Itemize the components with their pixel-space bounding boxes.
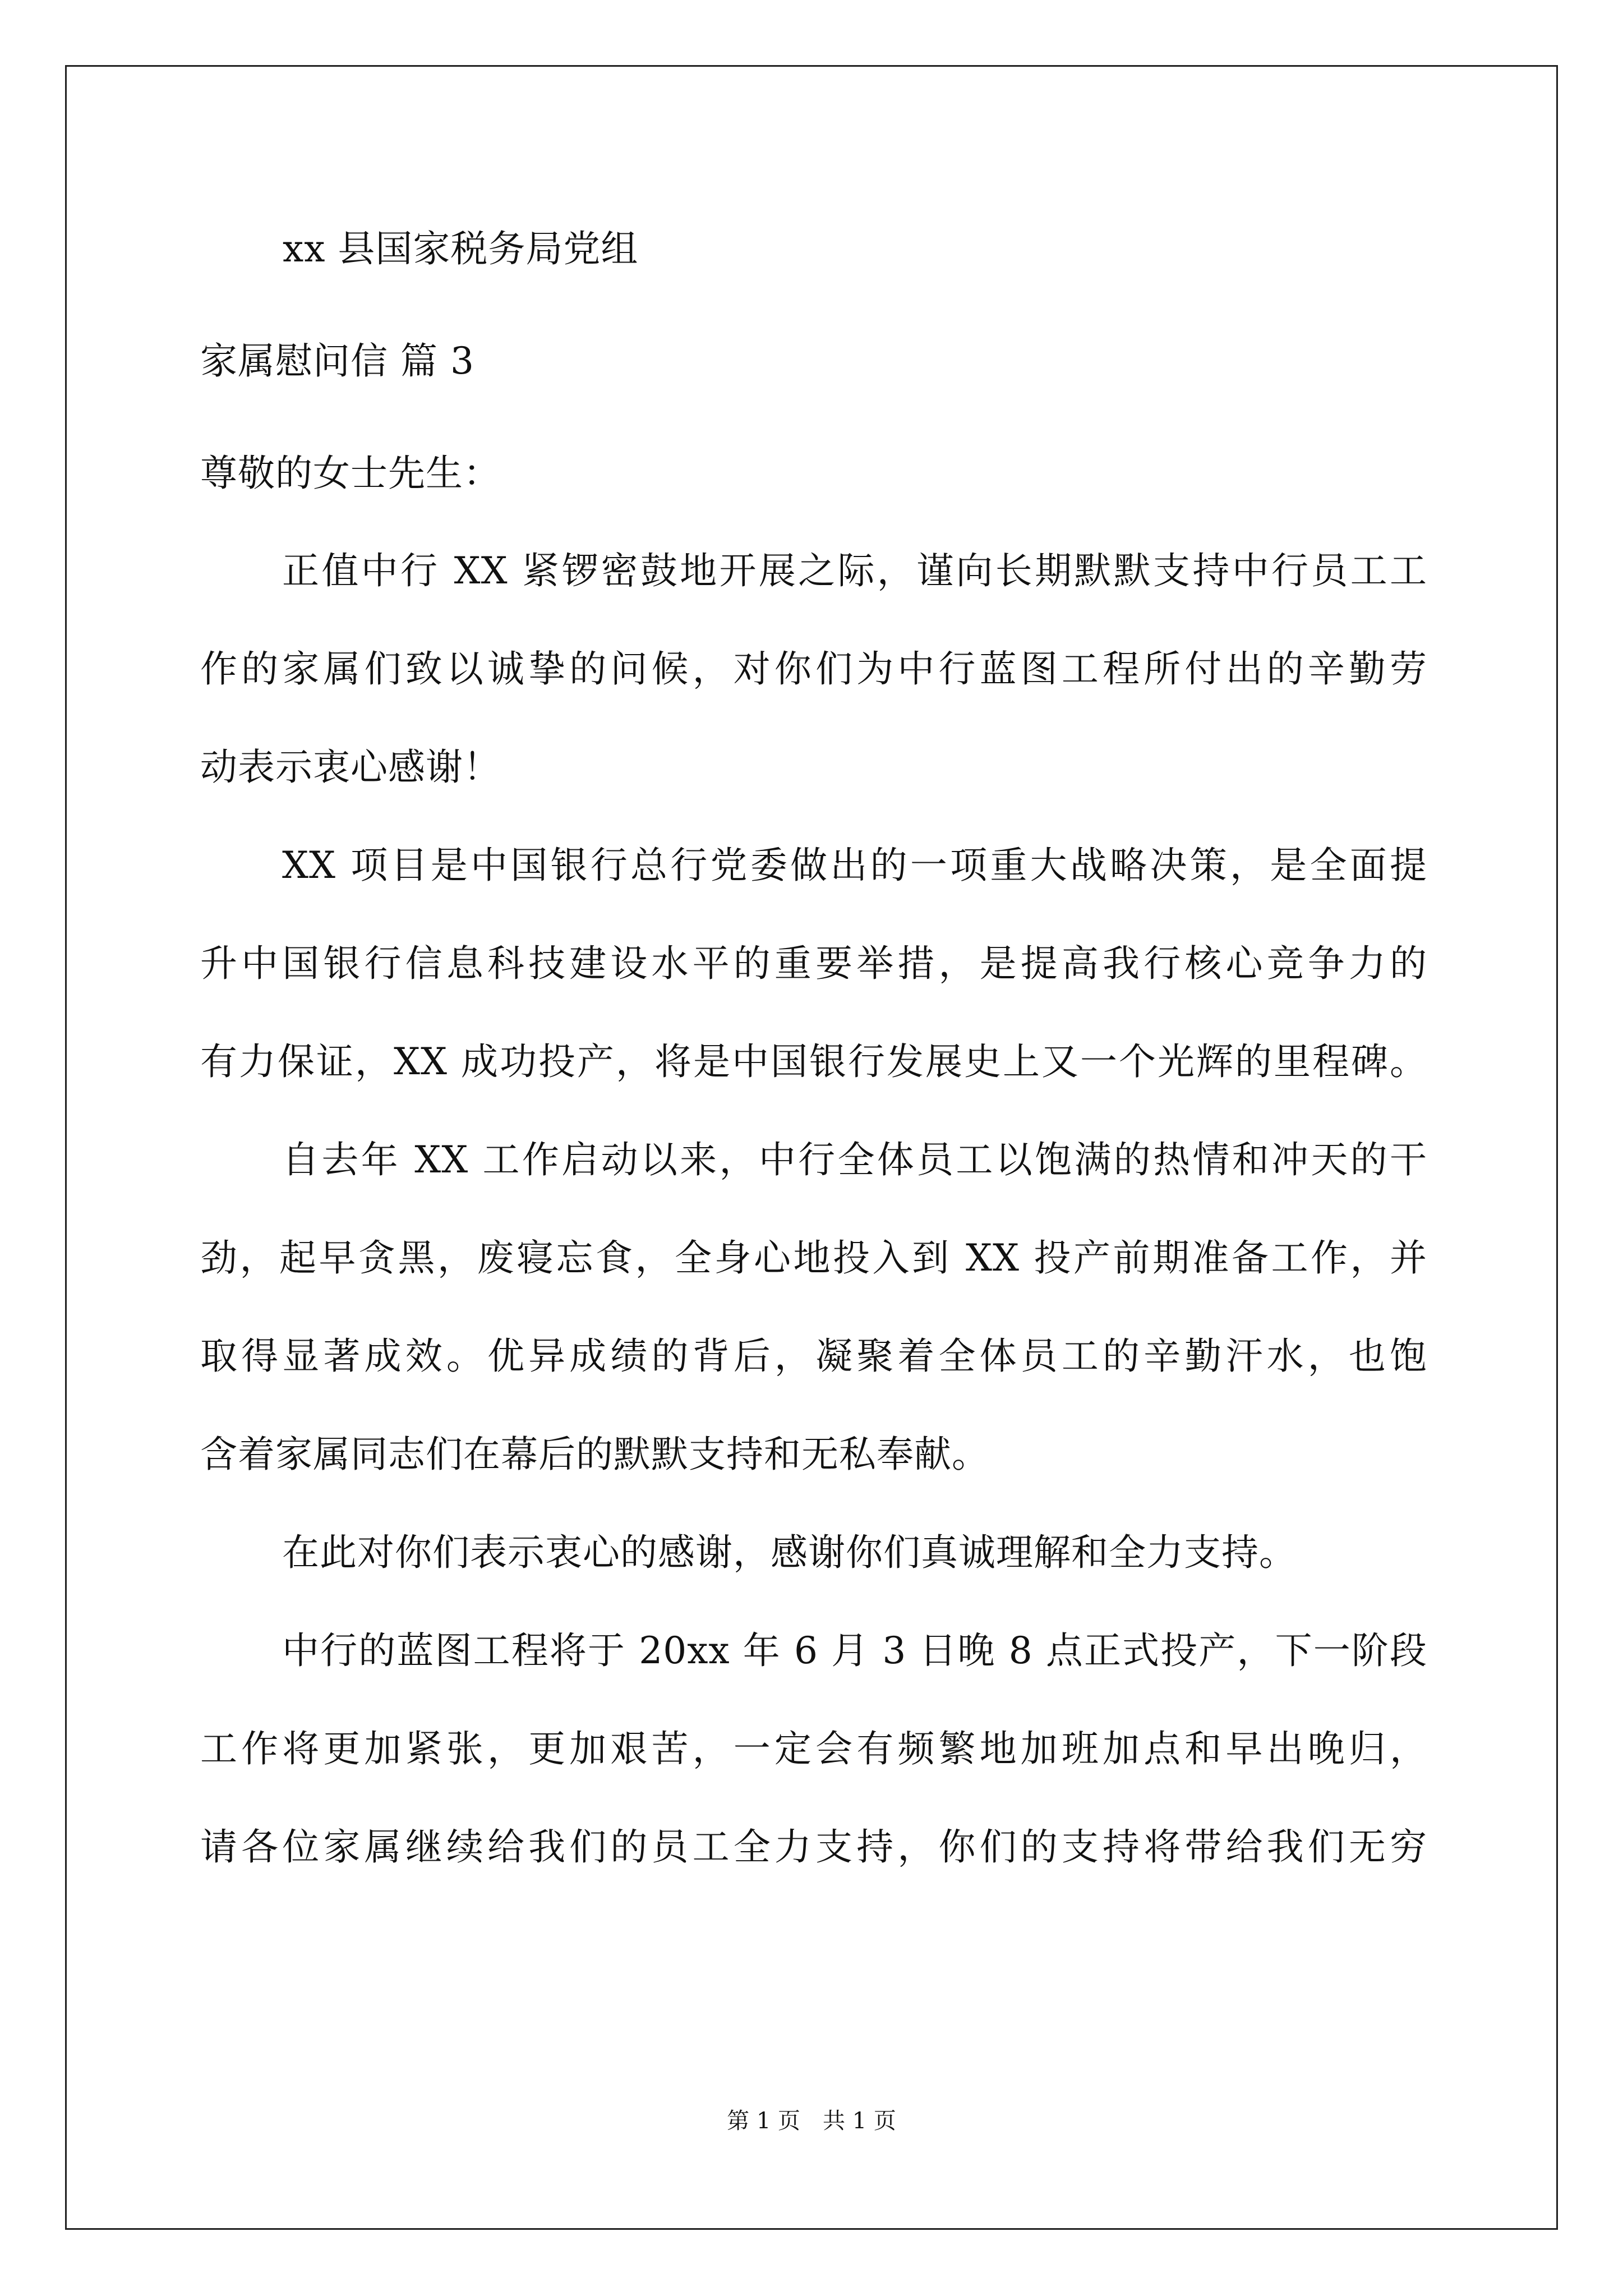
paragraph-line: 有力保证，XX 成功投产，将是中国银行发展史上又一个光辉的里程碑。 (200, 1040, 1427, 1083)
paragraph-line: 请各位家属继续给我们的员工全力支持，你们的支持将带给我们无穷 (200, 1825, 1427, 1869)
paragraph-line: 劲，起早贪黑，废寝忘食，全身心地投入到 XX 投产前期准备工作，并 (200, 1236, 1427, 1280)
paragraph-line: 中行的蓝图工程将于 20xx 年 6 月 3 日晚 8 点正式投产，下一阶段 (282, 1629, 1427, 1672)
paragraph-line: 自去年 XX 工作启动以来，中行全体员工以饱满的热情和冲天的干 (282, 1138, 1427, 1181)
paragraph-line: 正值中行 XX 紧锣密鼓地开展之际，谨向长期默默支持中行员工工 (282, 549, 1427, 592)
paragraph-line: XX 项目是中国银行总行党委做出的一项重大战略决策，是全面提 (282, 844, 1427, 887)
paragraph-line: 含着家属同志们在幕后的默默支持和无私奉献。 (200, 1433, 989, 1476)
paragraph-line: 动表示衷心感谢！ (200, 746, 501, 789)
letter-title: 家属慰问信 篇 3 (200, 339, 474, 383)
page-number-footer: 第 1 页 共 1 页 (727, 2108, 896, 2134)
paragraph-line: 工作将更加紧张，更加艰苦，一定会有频繁地加班加点和早出晚归， (200, 1727, 1427, 1770)
signature-line: xx 县国家税务局党组 (283, 227, 639, 270)
paragraph-line: 升中国银行信息科技建设水平的重要举措，是提高我行核心竞争力的 (200, 942, 1427, 985)
paragraph-line: 在此对你们表示衷心的感谢，感谢你们真诚理解和全力支持。 (282, 1531, 1297, 1574)
paragraph-line: 作的家属们致以诚挚的问候，对你们为中行蓝图工程所付出的辛勤劳 (200, 647, 1427, 691)
salutation: 尊敬的女士先生： (200, 452, 501, 495)
paragraph-line: 取得显著成效。优异成绩的背后，凝聚着全体员工的辛勤汗水，也饱 (200, 1335, 1427, 1378)
